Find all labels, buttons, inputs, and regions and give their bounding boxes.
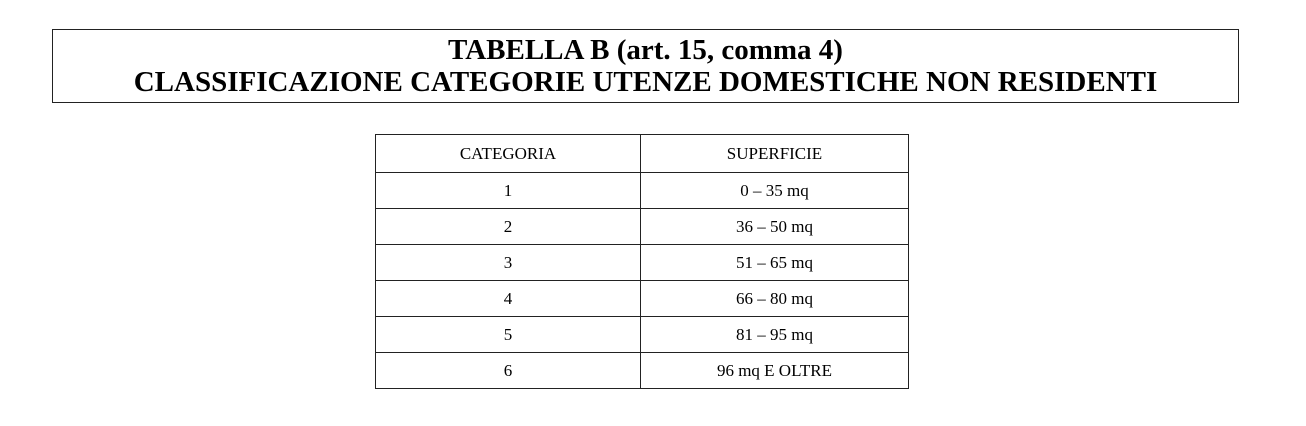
cell-superficie: 0 – 35 mq [641, 173, 909, 209]
table-row [376, 353, 909, 389]
header-superficie: SUPERFICIE [641, 135, 909, 173]
table-row [376, 245, 909, 281]
cell-superficie: 81 – 95 mq [641, 317, 909, 353]
title-heading: TABELLA B (art. 15, comma 4) [448, 34, 843, 66]
table-header-row [376, 135, 909, 173]
document-title-box [52, 29, 1239, 103]
header-categoria: CATEGORIA [376, 135, 641, 173]
cell-superficie: 51 – 65 mq [641, 245, 909, 281]
table-header [376, 135, 909, 173]
title-subheading: CLASSIFICAZIONE CATEGORIE UTENZE DOMESTICHE NON RESIDENTI [133, 66, 1158, 98]
cell-superficie: 96 mq E OLTRE [641, 353, 909, 389]
cell-categoria: 2 [376, 209, 641, 245]
cell-categoria: 4 [376, 281, 641, 317]
cell-superficie: 66 – 80 mq [641, 281, 909, 317]
cell-categoria: 1 [376, 173, 641, 209]
table-body [376, 173, 909, 389]
cell-categoria: 5 [376, 317, 641, 353]
table-row [376, 173, 909, 209]
cell-superficie: 36 – 50 mq [641, 209, 909, 245]
table-row [376, 209, 909, 245]
category-table [375, 134, 909, 389]
table-row [376, 317, 909, 353]
cell-categoria: 6 [376, 353, 641, 389]
table-row [376, 281, 909, 317]
cell-categoria: 3 [376, 245, 641, 281]
